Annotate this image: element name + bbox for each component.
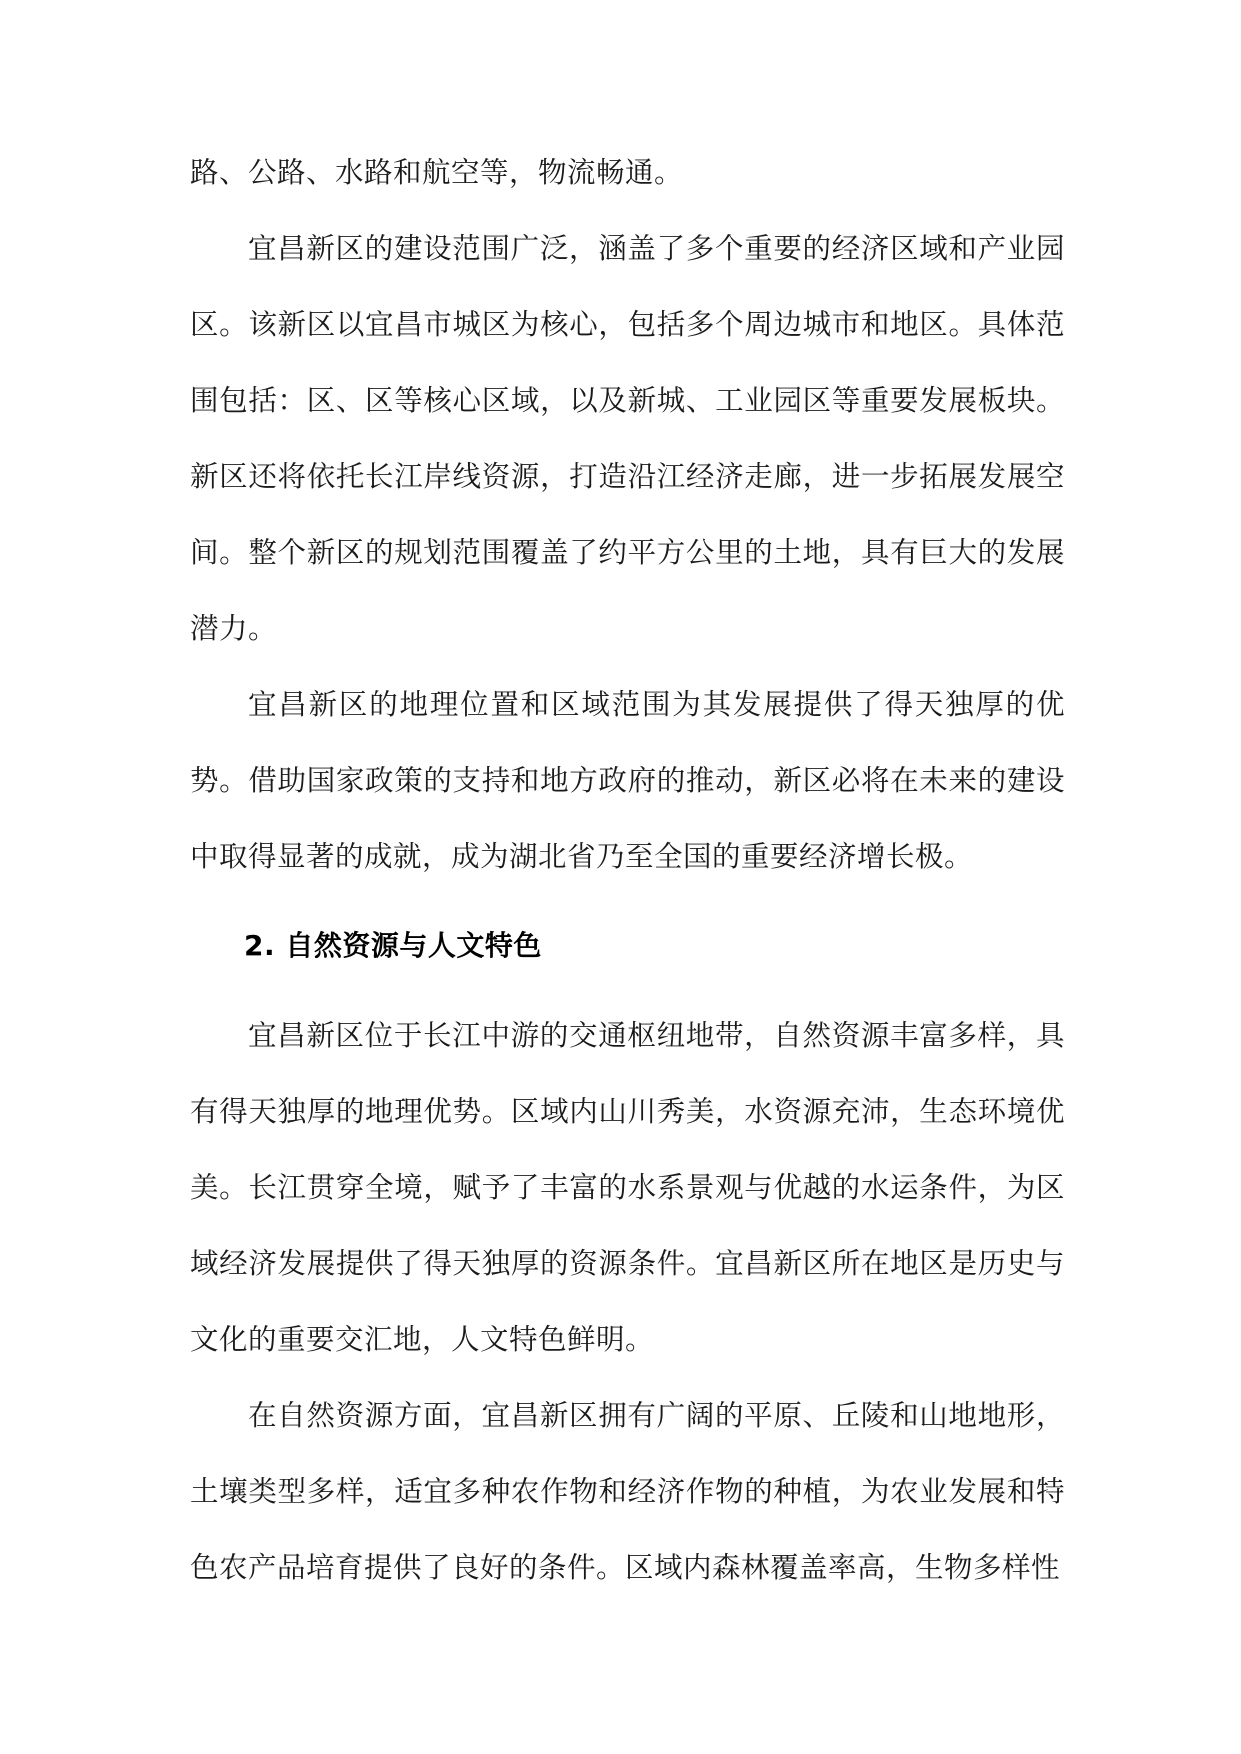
paragraph-natural-resources: 在自然资源方面，宜昌新区拥有广阔的平原、丘陵和山地地形，土壤类型多样，适宜多种农作物和经济作物的种植，为农业发展和特色农产品培育提供了良好的条件。区域内森林覆盖率高，生物多样性 xyxy=(190,1399,1065,1584)
section-heading: 2. 自然资源与人文特色 xyxy=(244,929,542,962)
paragraph-continuation: 路、公路、水路和航空等，物流畅通。 xyxy=(190,156,684,189)
paragraph-natural-overview: 宜昌新区位于长江中游的交通枢纽地带，自然资源丰富多样，具有得天独厚的地理优势。区域内山川秀美，水资源充沛，生态环境优美。长江贯穿全境，赋予了丰富的水系景观与优越的水运条件，为区域经济发展提供了得天独厚的资源条件。宜昌新区所在地区是历史与文化的重要交汇地，人文特色鲜明。 xyxy=(190,1019,1065,1356)
paragraph-construction-scope: 宜昌新区的建设范围广泛，涵盖了多个重要的经济区域和产业园区。该新区以宜昌市城区为核心，包括多个周边城市和地区。具体范围包括：区、区等核心区域，以及新城、工业园区等重要发展板块。新区还将依托长江岸线资源，打造沿江经济走廊，进一步拓展发展空间。整个新区的规划范围覆盖了约平方公里的土地，具有巨大的发展潜力。 xyxy=(190,232,1065,645)
paragraph-location-advantage: 宜昌新区的地理位置和区域范围为其发展提供了得天独厚的优势。借助国家政策的支持和地方政府的推动，新区必将在未来的建设中取得显著的成就，成为湖北省乃至全国的重要经济增长极。 xyxy=(190,688,1065,873)
